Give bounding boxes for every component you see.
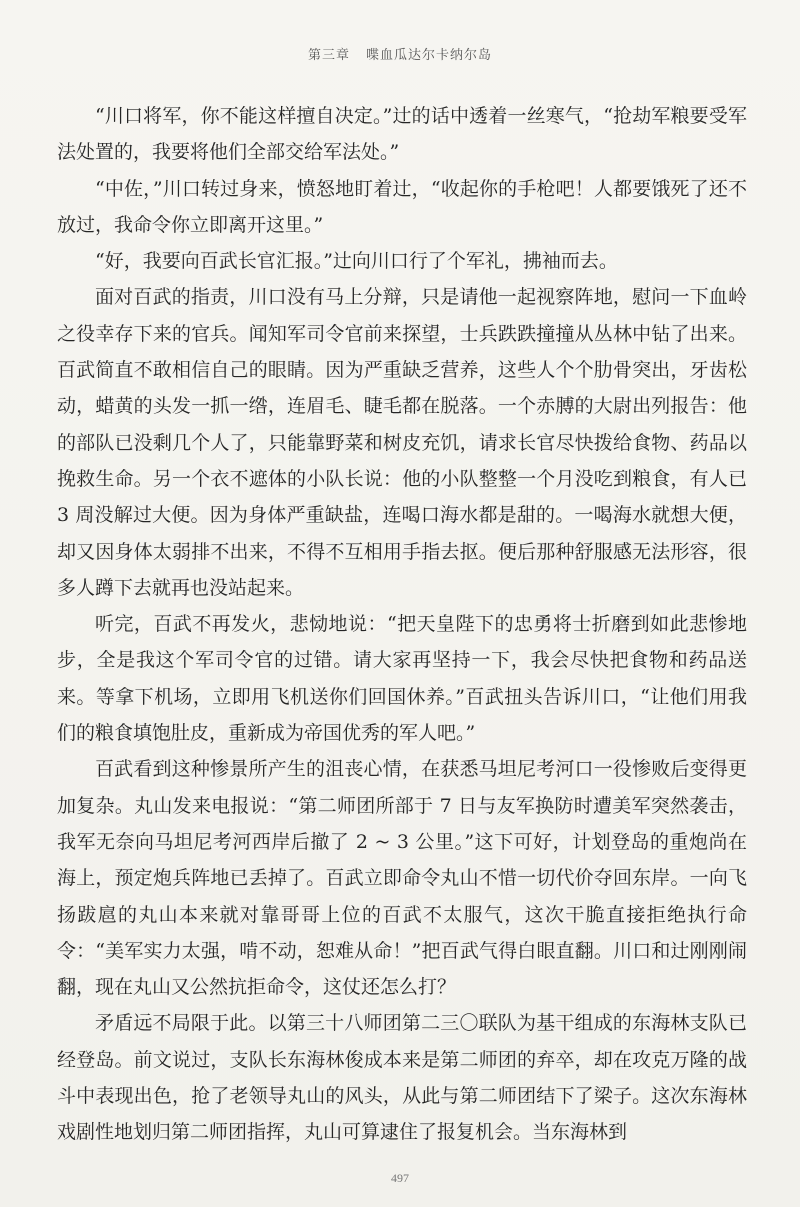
paragraph: 面对百武的指责，川口没有马上分辩，只是请他一起视察阵地，慰问一下血岭之役幸存下来的官兵。闻知军司令官前来探望，士兵跌跌撞撞从丛林中钻了出来。百武简直不敢相信自己的眼睛。因为严重缺乏营养，这些人个个肋骨突出，牙齿松动，蜡黄的头发一抓一绺，连眉毛、睫毛都在脱落。一个赤膊的大尉出列报告：他的部队已没剩几个人了，只能靠野菜和树皮充饥，请求长官尽快拨给食物、药品以挽救生命。另一个衣不遮体的小队长说：他的小队整整一个月没吃到粮食，有人已 3 周没解过大便。因为身体严重缺盐，连喝口海水都是甜的。一喝海水就想大便，却又因身体太弱排不出来，不得不互相用手指去抠。便后那种舒服感无法形容，很多人蹲下去就再也没站起来。: [57, 286, 747, 599]
paragraph: 矛盾远不局限于此。以第三十八师团第二三〇联队为基干组成的东海林支队已经登岛。前文说过，支队长东海林俊成本来是第二师团的弃卒，却在攻克万隆的战斗中表现出色，抢了老领导丸山的风头，从此与第二师团结下了梁子。这次东海林戏剧性地划归第二师团指挥，丸山可算逮住了报复机会。当东海林到: [57, 1012, 747, 1144]
chapter-title: 喋血瓜达尔卡纳尔岛: [366, 48, 493, 63]
running-header: [0, 44, 800, 63]
chapter-number: 第三章: [307, 48, 350, 63]
paragraph: 百武看到这种惨景所产生的沮丧心情，在获悉马坦尼考河口一役惨败后变得更加复杂。丸山发来电报说：“第二师团所部于 7 日与友军换防时遭美军突然袭击，我军无奈向马坦尼考河西岸后撤了 2 ~ 3 公里。”这下可好，计划登岛的重炮尚在海上，预定炮兵阵地已丢掉了。百武立即命令丸山不惜一切代价夺回东岸。一向飞扬跋扈的丸山本来就对靠哥哥上位的百武不太服气，这次干脆直接拒绝执行命令：“美军实力太强，啃不动，恕难从命！”把百武气得白眼直翻。川口和辻刚刚闹翻，现在丸山又公然抗拒命令，这仗还怎么打？: [57, 758, 747, 999]
paragraph: 听完，百武不再发火，悲恸地说：“把天皇陛下的忠勇将士折磨到如此悲惨地步，全是我这个军司令官的过错。请大家再坚持一下，我会尽快把食物和药品送来。等拿下机场，立即用飞机送你们回国休养。”百武扭头告诉川口，“让他们用我们的粮食填饱肚皮，重新成为帝国优秀的军人吧。”: [57, 613, 747, 745]
paragraph: “川口将军，你不能这样擅自决定。”辻的话中透着一丝寒气，“抢劫军粮要受军法处置的，我要将他们全部交给军法处。”: [57, 105, 747, 164]
page-number: 497: [391, 1171, 409, 1185]
paragraph: “中佐，”川口转过身来，愤怒地盯着辻，“收起你的手枪吧！人都要饿死了还不放过，我命令你立即离开这里。”: [57, 177, 747, 236]
paragraph: “好，我要向百武长官汇报。”辻向川口行了个军礼，拂袖而去。: [95, 250, 618, 273]
body-text: [57, 98, 747, 1151]
